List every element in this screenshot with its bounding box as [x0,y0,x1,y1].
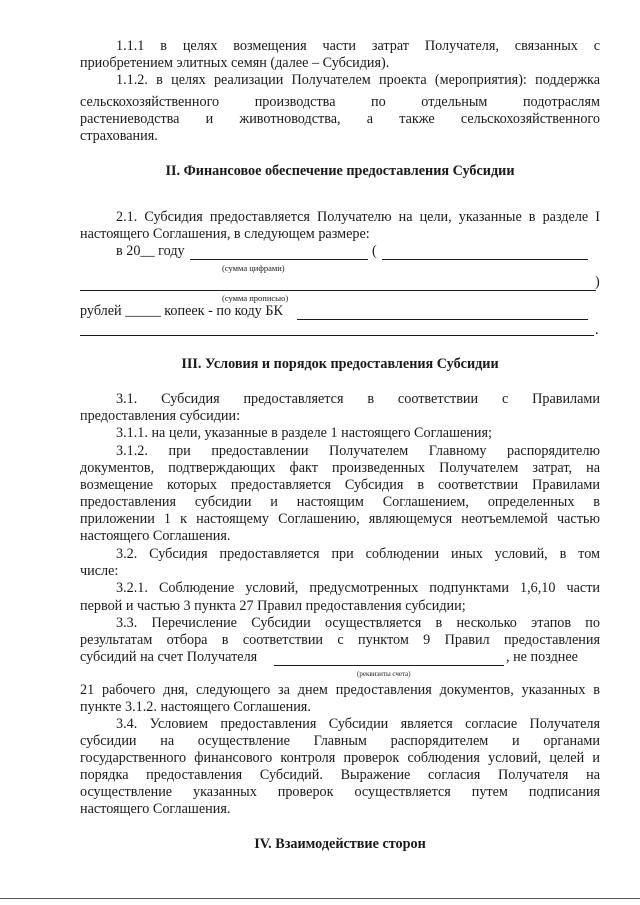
para-3-1-2-line2: документов, подтверждающих факт произведенных Получателем затрат, на [80,460,600,476]
amount-words-blank [80,290,596,291]
open-paren: ( [372,243,377,259]
para-3-2-1-line2: первой и частью 3 пункта 27 Правил предоставления субсидии; [80,598,466,614]
para-3-3-line3-left: субсидий на счет Получателя [80,649,258,665]
caption-account-details: (реквизиты счета) [357,670,411,678]
para-1-1-2-line1: 1.1.2. в целях реализации Получателем проекта (мероприятия): поддержка [116,72,600,88]
para-3-3-line5: пункте 3.1.2. настоящего Соглашения. [80,699,311,715]
para-3-4-line3: государственного финансового контроля проверок соблюдения условий, целей и [80,750,600,766]
para-3-1-2-line6: настоящего Соглашения. [80,528,231,544]
caption-sum-digits: (сумма цифрами) [222,263,285,273]
para-3-4-line1: 3.4. Условием предоставления Субсидии является согласие Получателя [116,716,600,732]
para-3-1-line2: предоставления субсидии: [80,408,241,424]
para-3-1-2-line3: возмещение которых предоставляется Субсидия в соответствии Правилами [80,477,600,493]
para-1-1-1-line2: приобретением элитных семян (далее – Субсидия). [80,55,390,71]
para-3-2-line2: числе: [80,563,119,579]
section-heading-4: IV. Взаимодействие сторон [254,836,426,852]
para-3-4-line5: осуществление указанных проверок осуществляется путем подписания [80,784,600,800]
para-2-1-line2: настоящего Соглашения, в следующем размере: [80,226,370,242]
year-label: в 20__ году [116,243,185,259]
para-1-1-2-line2: сельскохозяйственного производства по отдельным подотраслям [80,94,600,110]
para-3-3-line1: 3.3. Перечисление Субсидии осуществляется в несколько этапов по [116,615,600,631]
amount-digits-blank-2 [382,259,588,260]
section-heading-2: II. Финансовое обеспечение предоставления Субсидии [165,163,515,179]
para-3-4-line4: порядка предоставления Субсидий. Выражение согласия Получателя на [80,767,600,783]
para-1-1-2-line4: страхования. [80,128,158,144]
bk-code-blank [297,319,588,320]
para-3-1-line1: 3.1. Субсидия предоставляется в соответствии с Правилами [116,391,600,407]
para-1-1-1-line1: 1.1.1 в целях возмещения части затрат Получателя, связанных с [116,38,600,54]
para-3-2-1-line1: 3.2.1. Соблюдение условий, предусмотренных подпунктами 1,6,10 части [116,580,600,596]
extra-blank-line [80,335,594,336]
section-heading-3: III. Условия и порядок предоставления Субсидии [181,356,499,372]
amount-digits-blank [190,259,368,260]
para-3-1-1: 3.1.1. на цели, указанные в разделе 1 настоящего Соглашения; [116,425,492,441]
close-paren: ) [595,274,600,290]
para-3-3-line2: результатам отбора в соответствии с пунктом 9 Правил предоставления [80,632,600,648]
para-3-1-2-line1: 3.1.2. при предоставлении Получателем Главному распорядителю [116,443,600,459]
para-3-4-line6: настоящего Соглашения. [80,801,231,817]
page-bottom-edge [0,898,640,899]
para-3-4-line2: субсидии на осуществление Главным распорядителем и органами [80,733,600,749]
para-2-1-line1: 2.1. Субсидия предоставляется Получателю на цели, указанные в разделе I [116,209,600,225]
para-1-1-2-line3: растениеводства и животноводства, а также сельскохозяйственного [80,111,600,127]
rubles-kopecks-label: рублей _____ копеек - по коду БК [80,303,283,319]
para-3-1-2-line5: приложении 1 к настоящему Соглашению, являющемуся неотъемлемой частью [80,511,600,527]
para-3-2-line1: 3.2. Субсидия предоставляется при соблюдении иных условий, в том [116,546,600,562]
para-3-1-2-line4: предоставления субсидии и настоящим Соглашением, определенных в [80,494,600,510]
para-3-3-line4: 21 рабочего дня, следующего за днем предоставления документов, указанных в [80,682,600,698]
account-details-blank [274,665,504,666]
caption-sum-words: (сумма прописью) [222,293,289,303]
para-3-3-line3-right: , не позднее [506,649,578,665]
end-dot: . [595,322,599,338]
